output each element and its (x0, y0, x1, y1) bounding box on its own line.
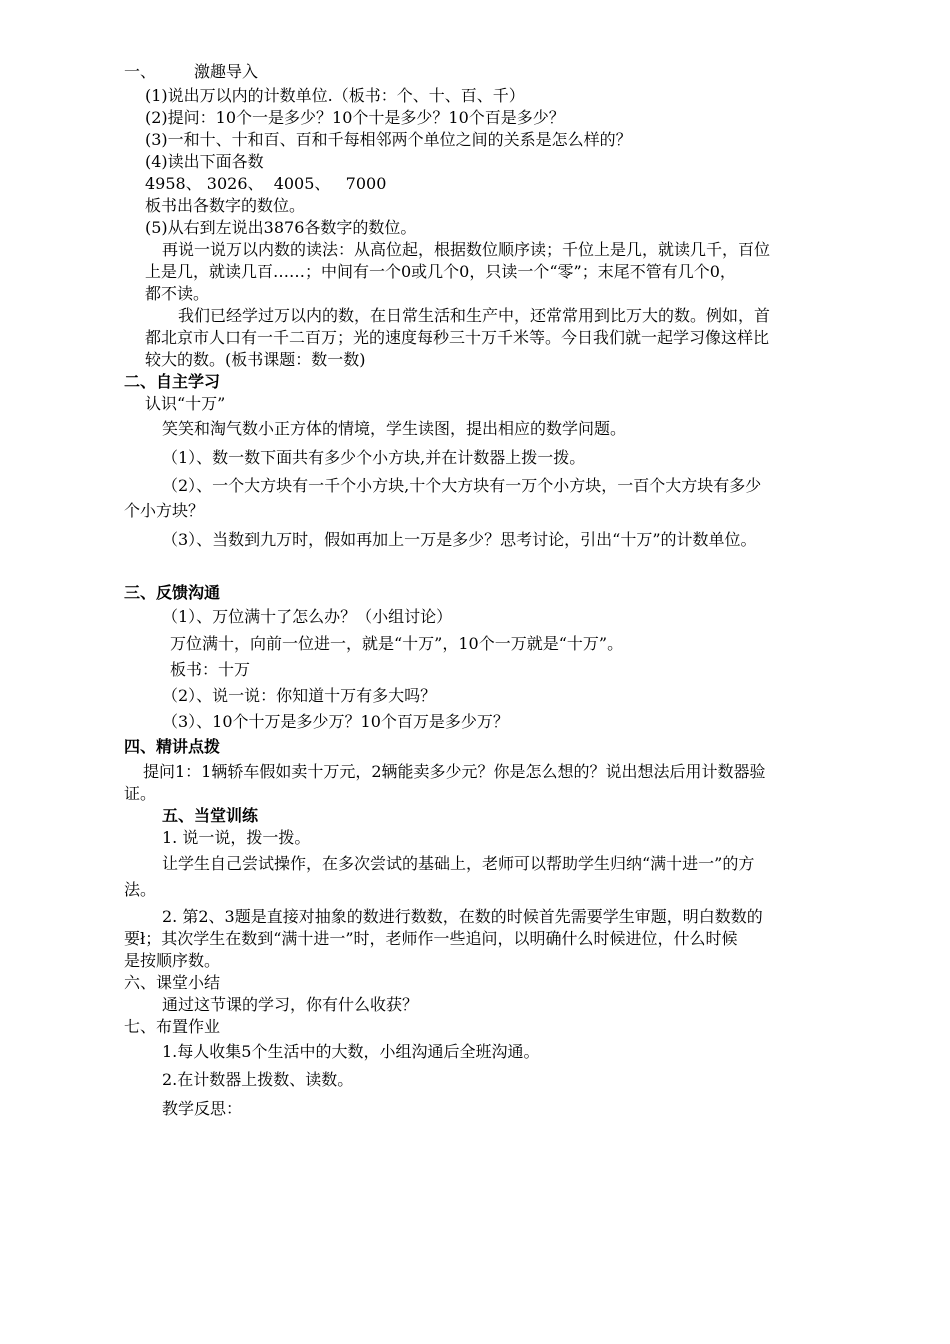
s3-line-5: （3）、10个十万是多少万？10个百万是多少万？ (162, 712, 509, 731)
s3-line-1: （1）、万位满十了怎么办？（小组讨论） (162, 607, 453, 626)
s2-line-4a: （2）、一个大方块有一千个小方块,十个大方块有一万个小方块，一百个大方块有多少 (162, 476, 762, 495)
section-1-heading (124, 62, 258, 82)
s2-line-1: 认识“十万” (145, 394, 226, 413)
s1-line-6: (5)从右到左说出3876各数字的数位。 (145, 218, 417, 237)
s1-line-4: (4)读出下面各数 (145, 152, 264, 171)
s3-line-4: （2）、说一说：你知道十万有多大吗？ (162, 686, 437, 705)
section-1-number: 一、 (124, 62, 157, 81)
s2-line-4b: 个小方块？ (124, 501, 205, 520)
s1-para-1b: 上是几，就读几百……；中间有一个0或几个0，只读一个“零”；末尾不管有几个0， (145, 262, 736, 281)
s1-para-1c: 都不读。 (145, 284, 210, 303)
section-3-title: 三、反馈沟通 (124, 583, 221, 602)
section-7-title: 七、布置作业 (124, 1017, 221, 1036)
s7-line-2: 2.在计数器上拨数、读数。 (162, 1070, 354, 1089)
s7-line-3: 教学反思： (162, 1099, 243, 1118)
section-5-title: 五、当堂训练 (162, 806, 259, 825)
s2-line-5: （3）、当数到九万时，假如再加上一万是多少？思考讨论，引出“十万”的计数单位。 (162, 530, 757, 549)
s4-line-1b: 证。 (124, 784, 157, 803)
s4-line-1a: 提问1：1辆轿车假如卖十万元，2辆能卖多少元？你是怎么想的？说出想法后用计数器验 (143, 762, 766, 781)
s1-line-5: 板书出各数字的数位。 (145, 196, 306, 215)
s1-line-1: (1)说出万以内的计数单位.（板书：个、十、百、千） (145, 86, 525, 105)
section-1-title: 激趣导入 (194, 62, 259, 81)
s1-para-2a: 我们已经学过万以内的数，在日常生活和生产中，还常常用到比万大的数。例如，首 (178, 306, 771, 325)
s1-para-2b: 都北京市人口有一千二百万；光的速度每秒三十万千米等。今日我们就一起学习像这样比 (145, 328, 770, 347)
s1-para-1a: 再说一说万以内数的读法：从高位起，根据数位顺序读；千位上是几，就读几千，百位 (162, 240, 771, 259)
section-6-title: 六、课堂小结 (124, 973, 221, 992)
s1-line-3: (3)一和十、十和百、百和千每相邻两个单位之间的关系是怎么样的？ (145, 130, 632, 149)
s3-line-3: 板书：十万 (170, 660, 251, 679)
section-2-title: 二、自主学习 (124, 372, 221, 391)
s1-para-2c: 较大的数。(板书课题：数一数) (145, 350, 366, 369)
s5-line-3c: 是按顺序数。 (124, 951, 221, 970)
s1-line-2: (2)提问：10个一是多少？10个十是多少？10个百是多少？ (145, 108, 565, 127)
s5-line-3a: 2. 第2、3题是直接对抽象的数进行数数，在数的时候首先需要学生审题，明白数数的 (162, 907, 763, 926)
s5-line-2a: 让学生自己尝试操作，在多次尝试的基础上，老师可以帮助学生归纳“满十进一”的方 (162, 854, 755, 873)
s6-line-1: 通过这节课的学习，你有什么收获？ (162, 995, 419, 1014)
s5-line-1: 1. 说一说，拨一拨。 (162, 828, 311, 847)
s5-line-2b: 法。 (124, 880, 157, 899)
s2-line-3: （1）、数一数下面共有多少个小方块,并在计数器上拨一拨。 (162, 448, 586, 467)
s7-line-1: 1.每人收集5个生活中的大数，小组沟通后全班沟通。 (162, 1042, 540, 1061)
s1-numbers: 4958、 3026、 4005、 7000 (145, 174, 387, 193)
s5-line-3b: 要ł；其次学生在数到“满十进一”时，老师作一些追问，以明确什么时候进位，什么时候 (124, 929, 738, 948)
s3-line-2: 万位满十，向前一位进一，就是“十万”，10个一万就是“十万”。 (170, 634, 624, 653)
s2-line-2: 笑笑和淘气数小正方体的情境，学生读图，提出相应的数学问题。 (162, 419, 627, 438)
section-4-title: 四、精讲点拨 (124, 737, 221, 756)
